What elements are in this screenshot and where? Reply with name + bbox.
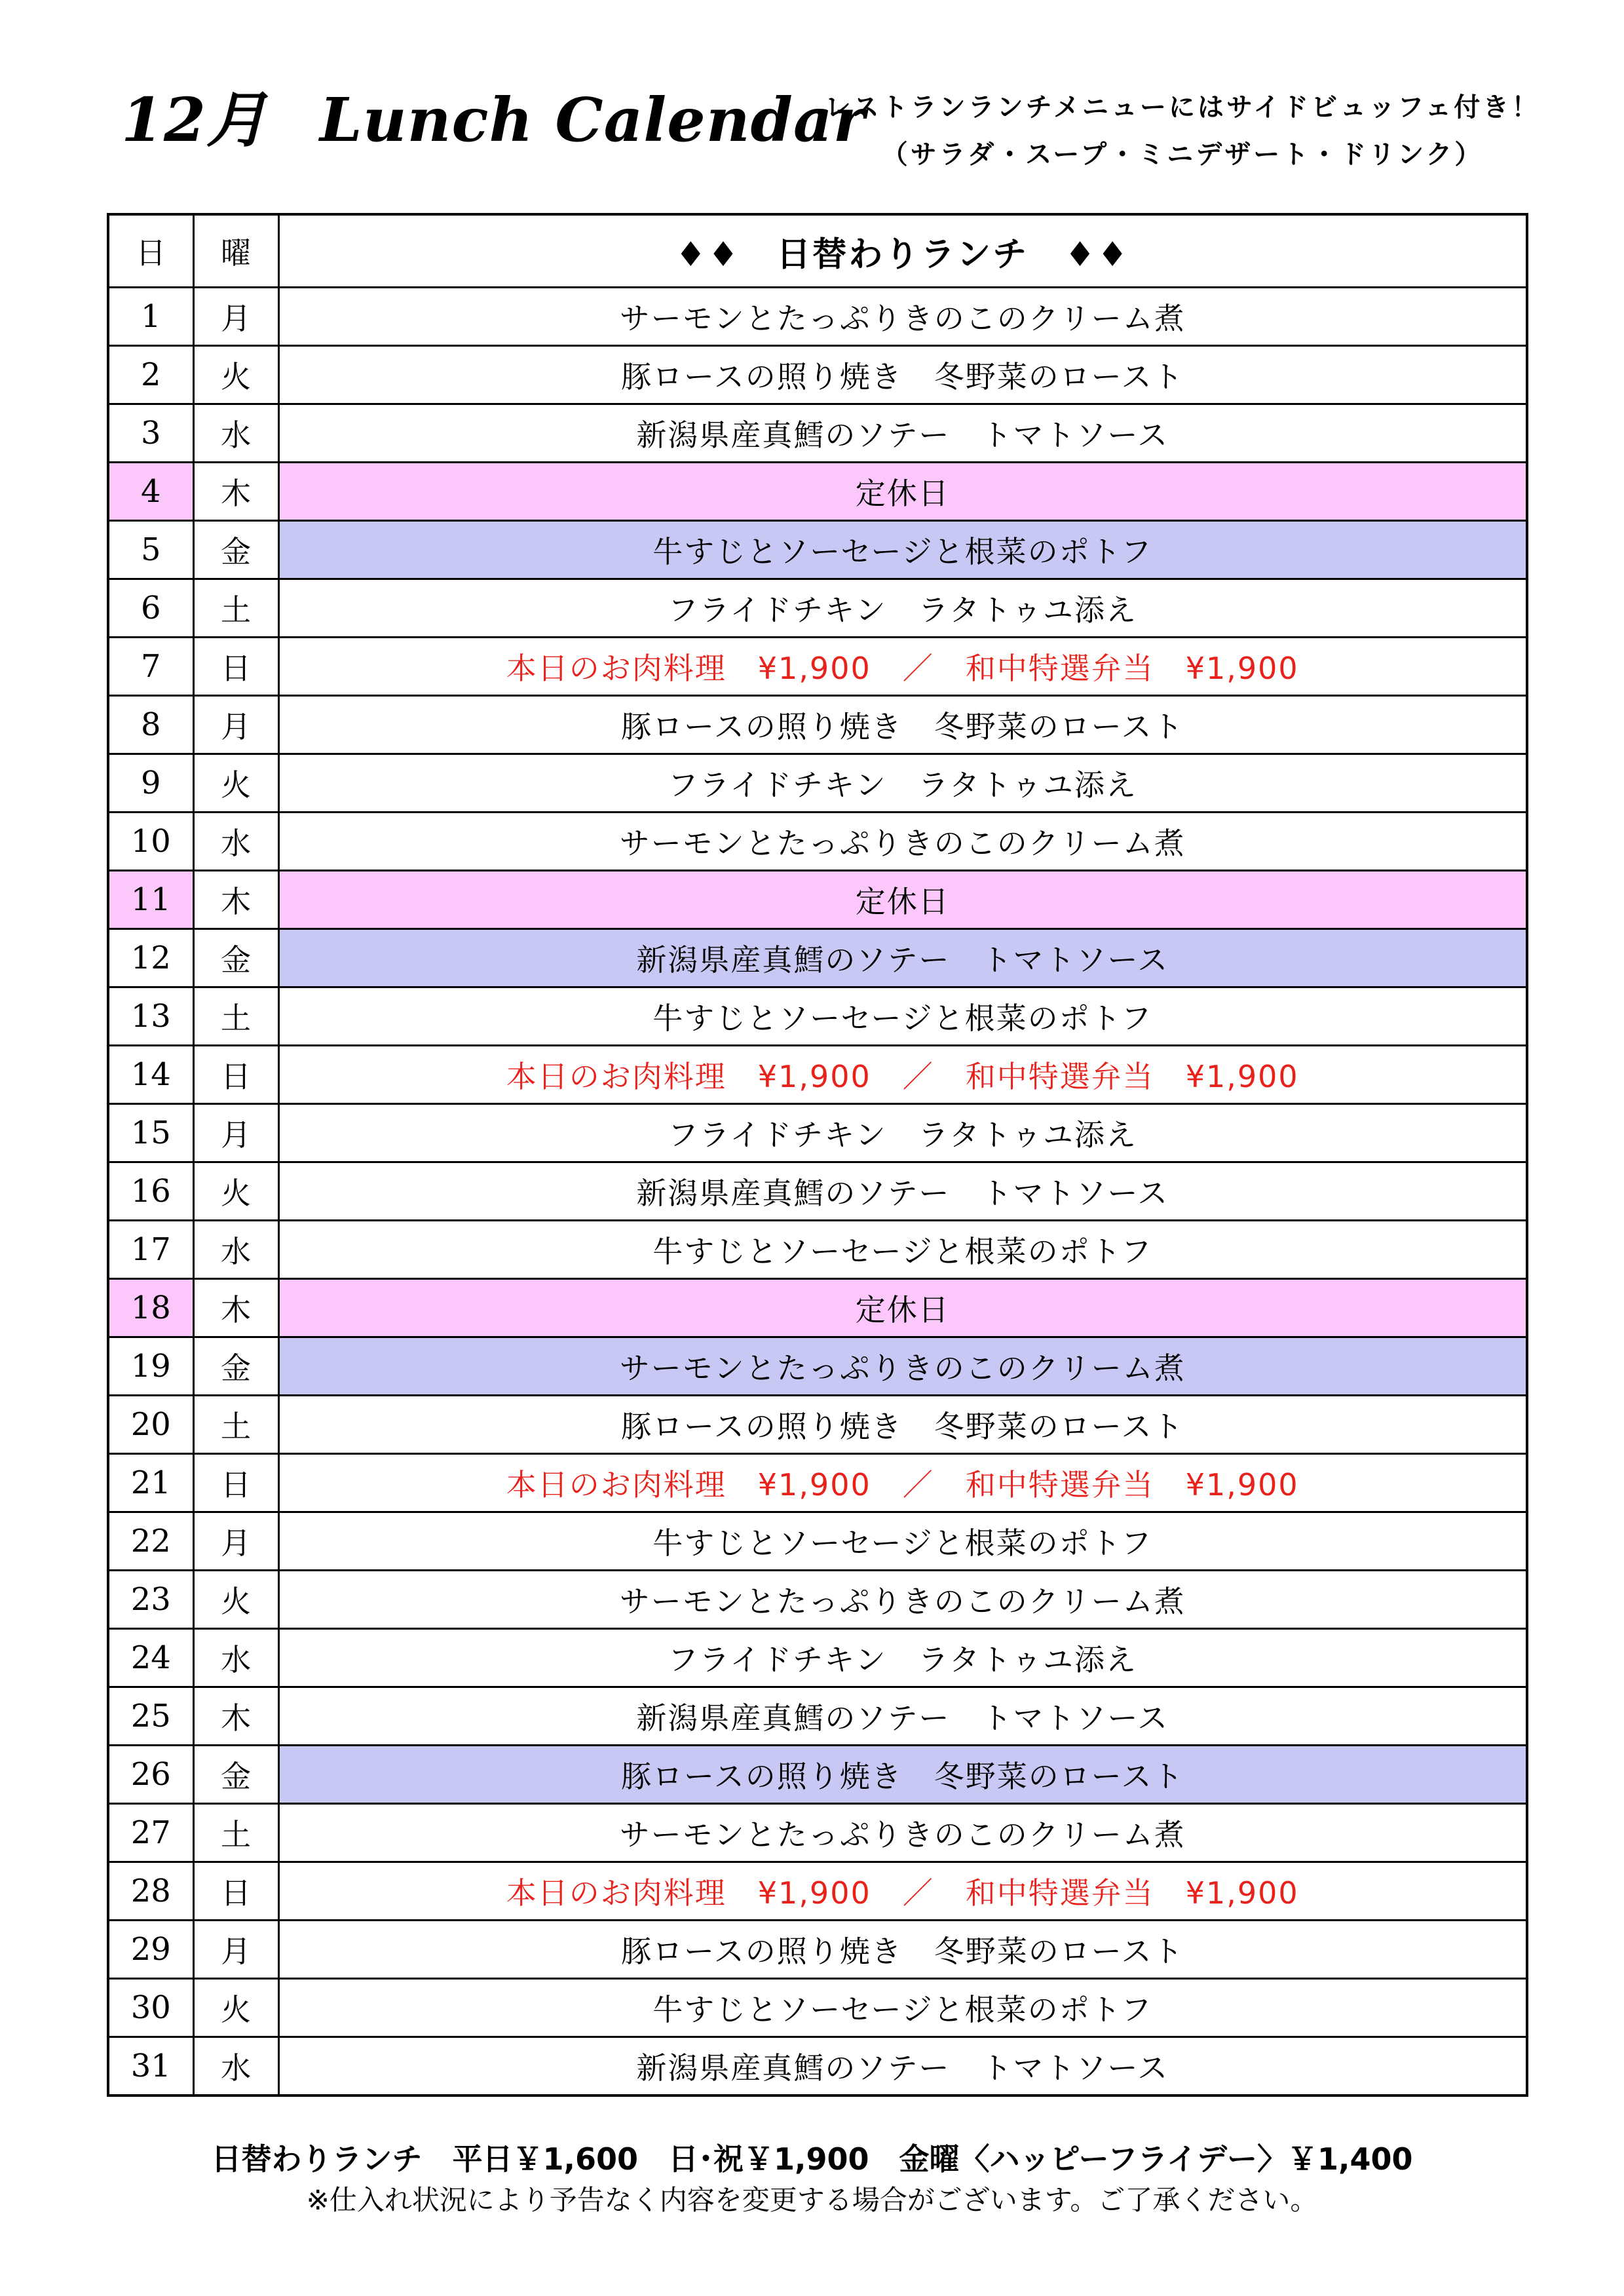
buffet-note-line2: （サラダ・スープ・ミニデザート・ドリンク） (881, 140, 1484, 170)
menu-cell: 定休日 (278, 463, 1527, 521)
weekday-cell: 火 (193, 1571, 278, 1629)
menu-cell: 新潟県産真鱈のソテー トマトソース (278, 2037, 1527, 2096)
day-cell: 9 (108, 754, 193, 813)
table-row (108, 871, 1527, 929)
menu-cell: 豚ロースの照り焼き 冬野菜のロースト (278, 696, 1527, 754)
menu-cell: 豚ロースの照り焼き 冬野菜のロースト (278, 346, 1527, 404)
table-row (108, 754, 1527, 813)
weekday-cell: 日 (193, 638, 278, 696)
weekday-cell: 水 (193, 1221, 278, 1279)
menu-cell: 新潟県産真鱈のソテー トマトソース (278, 1687, 1527, 1746)
day-cell: 6 (108, 579, 193, 638)
weekday-cell: 火 (193, 346, 278, 404)
menu-cell: 豚ロースの照り焼き 冬野菜のロースト (278, 1921, 1527, 1979)
menu-cell: フライドチキン ラタトゥユ添え (278, 754, 1527, 813)
day-cell: 30 (108, 1979, 193, 2037)
weekday-cell: 木 (193, 463, 278, 521)
table-row (108, 1921, 1527, 1979)
menu-cell: 本日のお肉料理 ¥1,900 ／ 和中特選弁当 ¥1,900 (278, 1454, 1527, 1512)
lunch-calendar-table (107, 213, 1528, 2097)
table-row (108, 1104, 1527, 1162)
menu-cell: 豚ロースの照り焼き 冬野菜のロースト (278, 1396, 1527, 1454)
table-row (108, 579, 1527, 638)
day-cell: 23 (108, 1571, 193, 1629)
table-row (108, 1687, 1527, 1746)
menu-cell: フライドチキン ラタトゥユ添え (278, 1629, 1527, 1687)
day-cell: 29 (108, 1921, 193, 1979)
footer (0, 2137, 1624, 2220)
menu-cell: フライドチキン ラタトゥユ添え (278, 1104, 1527, 1162)
table-row (108, 404, 1527, 463)
weekday-cell: 日 (193, 1046, 278, 1104)
day-cell: 16 (108, 1162, 193, 1221)
weekday-cell: 木 (193, 1279, 278, 1337)
menu-cell: 牛すじとソーセージと根菜のポトフ (278, 987, 1527, 1046)
table-row (108, 463, 1527, 521)
day-cell: 26 (108, 1746, 193, 1804)
menu-cell: サーモンとたっぷりきのこのクリーム煮 (278, 1571, 1527, 1629)
page-title (121, 77, 865, 163)
price-info: 日替わりランチ 平日￥1,600 日･祝￥1,900 金曜〈ハッピーフライデー〉￥1,400 (211, 2141, 1413, 2177)
day-cell: 2 (108, 346, 193, 404)
buffet-note (822, 84, 1543, 178)
day-cell: 21 (108, 1454, 193, 1512)
table-row (108, 696, 1527, 754)
menu-cell: サーモンとたっぷりきのこのクリーム煮 (278, 1337, 1527, 1396)
day-cell: 31 (108, 2037, 193, 2096)
menu-cell: 定休日 (278, 871, 1527, 929)
table-row (108, 1979, 1527, 2037)
table-row (108, 1046, 1527, 1104)
menu-cell: 本日のお肉料理 ¥1,900 ／ 和中特選弁当 ¥1,900 (278, 1046, 1527, 1104)
day-cell: 25 (108, 1687, 193, 1746)
weekday-cell: 土 (193, 1804, 278, 1862)
weekday-cell: 水 (193, 404, 278, 463)
menu-cell: 牛すじとソーセージと根菜のポトフ (278, 521, 1527, 579)
buffet-note-line1: レストランランチメニューにはサイドビュッフェ付き！ (824, 92, 1541, 123)
menu-cell: 豚ロースの照り焼き 冬野菜のロースト (278, 1746, 1527, 1804)
weekday-cell: 日 (193, 1454, 278, 1512)
weekday-cell: 金 (193, 521, 278, 579)
table-row (108, 346, 1527, 404)
weekday-cell: 木 (193, 1687, 278, 1746)
weekday-cell: 金 (193, 1746, 278, 1804)
table-row (108, 813, 1527, 871)
weekday-cell: 水 (193, 813, 278, 871)
menu-cell: フライドチキン ラタトゥユ添え (278, 579, 1527, 638)
day-cell: 20 (108, 1396, 193, 1454)
day-cell: 18 (108, 1279, 193, 1337)
day-cell: 4 (108, 463, 193, 521)
table-row (108, 1512, 1527, 1571)
menu-cell: 牛すじとソーセージと根菜のポトフ (278, 1512, 1527, 1571)
weekday-cell: 水 (193, 1629, 278, 1687)
weekday-cell: 火 (193, 754, 278, 813)
menu-cell: 新潟県産真鱈のソテー トマトソース (278, 929, 1527, 987)
title-text: Lunch Calendar (320, 85, 866, 155)
table-row (108, 1746, 1527, 1804)
table-row (108, 1862, 1527, 1921)
menu-cell: 新潟県産真鱈のソテー トマトソース (278, 1162, 1527, 1221)
day-cell: 7 (108, 638, 193, 696)
menu-cell: サーモンとたっぷりきのこのクリーム煮 (278, 1804, 1527, 1862)
day-cell: 22 (108, 1512, 193, 1571)
table-row (108, 1804, 1527, 1862)
day-cell: 24 (108, 1629, 193, 1687)
weekday-cell: 月 (193, 1512, 278, 1571)
day-cell: 19 (108, 1337, 193, 1396)
menu-cell: 定休日 (278, 1279, 1527, 1337)
table-body (108, 288, 1527, 2096)
table-row (108, 521, 1527, 579)
day-cell: 3 (108, 404, 193, 463)
table-row (108, 1337, 1527, 1396)
weekday-cell: 日 (193, 1862, 278, 1921)
table-row (108, 2037, 1527, 2096)
weekday-cell: 金 (193, 929, 278, 987)
day-cell: 10 (108, 813, 193, 871)
weekday-cell: 火 (193, 1979, 278, 2037)
table-row (108, 1162, 1527, 1221)
menu-cell: サーモンとたっぷりきのこのクリーム煮 (278, 288, 1527, 346)
column-header-day: 日 (108, 214, 193, 288)
menu-cell: 牛すじとソーセージと根菜のポトフ (278, 1221, 1527, 1279)
table-row (108, 638, 1527, 696)
disclaimer-note: ※仕入れ状況により予告なく内容を変更する場合がございます。ご了承ください。 (306, 2184, 1318, 2216)
weekday-cell: 月 (193, 1104, 278, 1162)
day-cell: 13 (108, 987, 193, 1046)
day-cell: 1 (108, 288, 193, 346)
weekday-cell: 月 (193, 288, 278, 346)
day-cell: 28 (108, 1862, 193, 1921)
day-cell: 11 (108, 871, 193, 929)
table-row (108, 1279, 1527, 1337)
weekday-cell: 月 (193, 1921, 278, 1979)
table-row (108, 1629, 1527, 1687)
weekday-cell: 月 (193, 696, 278, 754)
table-row (108, 1571, 1527, 1629)
day-cell: 27 (108, 1804, 193, 1862)
table-row (108, 288, 1527, 346)
table-row (108, 1454, 1527, 1512)
weekday-cell: 火 (193, 1162, 278, 1221)
weekday-cell: 土 (193, 987, 278, 1046)
menu-cell: 本日のお肉料理 ¥1,900 ／ 和中特選弁当 ¥1,900 (278, 1862, 1527, 1921)
day-cell: 14 (108, 1046, 193, 1104)
weekday-cell: 土 (193, 579, 278, 638)
menu-cell: サーモンとたっぷりきのこのクリーム煮 (278, 813, 1527, 871)
menu-cell: 本日のお肉料理 ¥1,900 ／ 和中特選弁当 ¥1,900 (278, 638, 1527, 696)
weekday-cell: 土 (193, 1396, 278, 1454)
weekday-cell: 水 (193, 2037, 278, 2096)
table-header-row (108, 214, 1527, 288)
day-cell: 12 (108, 929, 193, 987)
day-cell: 17 (108, 1221, 193, 1279)
table-row (108, 987, 1527, 1046)
table-row (108, 929, 1527, 987)
weekday-cell: 木 (193, 871, 278, 929)
day-cell: 15 (108, 1104, 193, 1162)
column-header-weekday: 曜 (193, 214, 278, 288)
table-row (108, 1396, 1527, 1454)
title-month: 12月 (121, 85, 268, 155)
table-row (108, 1221, 1527, 1279)
column-header-daily-lunch: ♦♦ 日替わりランチ ♦♦ (278, 214, 1527, 288)
day-cell: 5 (108, 521, 193, 579)
menu-cell: 牛すじとソーセージと根菜のポトフ (278, 1979, 1527, 2037)
weekday-cell: 金 (193, 1337, 278, 1396)
menu-cell: 新潟県産真鱈のソテー トマトソース (278, 404, 1527, 463)
day-cell: 8 (108, 696, 193, 754)
